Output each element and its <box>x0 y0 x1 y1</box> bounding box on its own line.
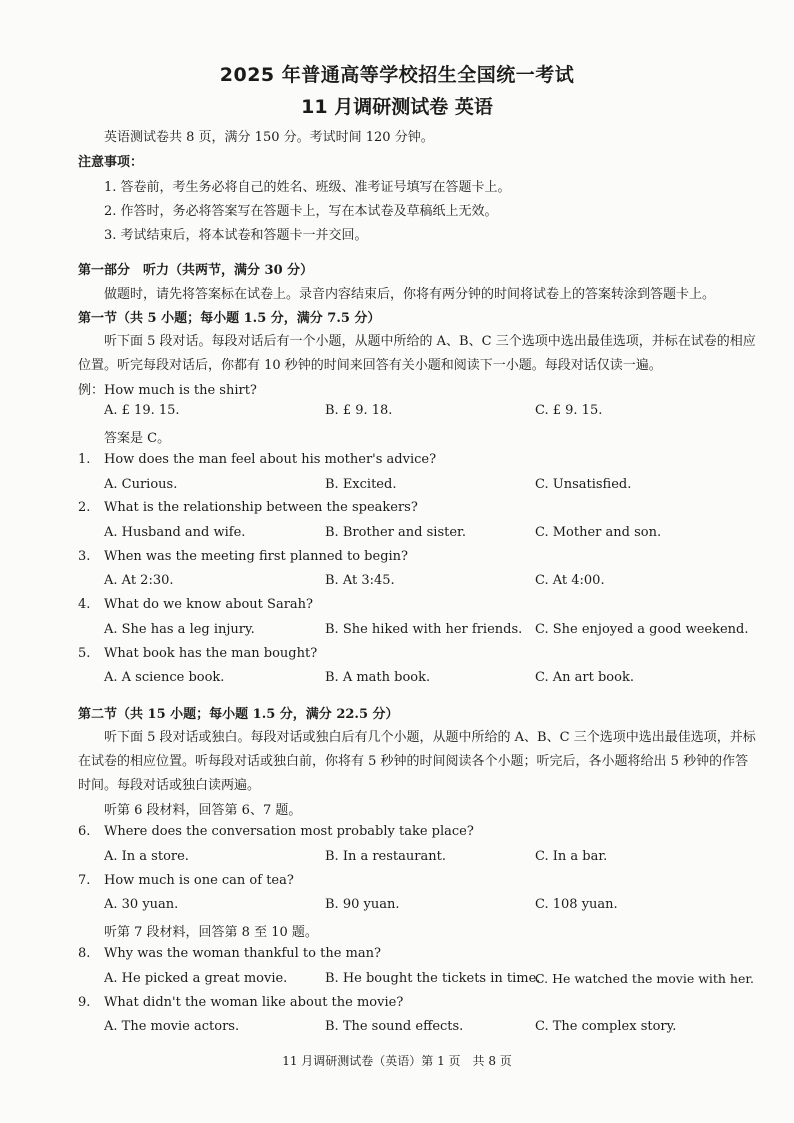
option-a: A. In a store. <box>104 849 189 864</box>
section2-instructions: 听下面 5 段对话或独白。每段对话或独白后有几个小题，从题中所给的 A、B、C 三个选项中选出最佳选项，并标在试卷的相应位置。听每段对话或独白前，你将有 5 秒钟的时间阅读各个小题；听完后，各小题将给出 5 秒钟的作答时间。每段对话或独白读两遍。 <box>78 730 756 793</box>
section1-instructions: 听下面 5 段对话。每段对话后有一个小题，从题中所给的 A、B、C 三个选项中选出最佳选项，并标在试卷的相应位置。听完每段对话后，你都有 10 秒钟的时间来回答有关小题和阅读下一小题。每段对话仅读一遍。 <box>78 334 756 373</box>
question-text: What do we know about Sarah? <box>104 597 314 612</box>
option-c: C. Mother and son. <box>535 525 662 540</box>
option-c: C. 108 yuan. <box>535 897 618 912</box>
option-a: A. At 2:30. <box>104 573 174 588</box>
question-number: 9. <box>78 995 91 1010</box>
option-b: B. Excited. <box>325 477 397 492</box>
option-b: B. A math book. <box>325 670 431 685</box>
option-a: A. The movie actors. <box>104 1019 240 1034</box>
option-a: A. Husband and wife. <box>104 525 246 540</box>
option-b: B. At 3:45. <box>325 573 395 588</box>
exam-intro: 英语测试卷共 8 页，满分 150 分。考试时间 120 分钟。 <box>104 130 434 145</box>
question-number: 8. <box>78 946 91 961</box>
question-text: Why was the woman thankful to the man? <box>104 946 381 961</box>
option-b: B. In a restaurant. <box>325 849 446 864</box>
option-c: C. She enjoyed a good weekend. <box>535 622 749 637</box>
option-c: C. The complex story. <box>535 1019 677 1034</box>
option-a: A. He picked a great movie. <box>104 971 288 986</box>
question-number: 5. <box>78 646 91 661</box>
exam-title: 2025 年普通高等学校招生全国统一考试 <box>219 64 575 86</box>
question-number: 4. <box>78 597 91 612</box>
section1-heading: 第一节（共 5 小题；每小题 1.5 分，满分 7.5 分） <box>78 311 381 326</box>
option-c: C. In a bar. <box>535 849 608 864</box>
example-option-c: C. £ 9. 15. <box>535 403 603 418</box>
question-number: 2. <box>78 500 91 515</box>
option-c: C. At 4:00. <box>535 573 605 588</box>
option-a: A. 30 yuan. <box>104 897 179 912</box>
question-number: 3. <box>78 549 91 564</box>
material-note: 听第 6 段材料，回答第 6、7 题。 <box>104 803 302 818</box>
question-text: Where does the conversation most probably take place? <box>104 824 474 839</box>
option-b: B. 90 yuan. <box>325 897 400 912</box>
exam-subtitle: 11 月调研测试卷 英语 <box>301 96 493 118</box>
example-answer: 答案是 C。 <box>104 431 171 446</box>
page-footer: 11 月调研测试卷（英语）第 1 页 共 8 页 <box>282 1054 512 1068</box>
option-b: B. She hiked with her friends. <box>325 622 523 637</box>
question-number: 7. <box>78 873 91 888</box>
notice-item: 1. 答卷前，考生务必将自己的姓名、班级、准考证号填写在答题卡上。 <box>104 180 511 195</box>
question-text: How much is one can of tea? <box>104 873 294 888</box>
part1-heading: 第一部分 听力（共两节，满分 30 分） <box>78 263 314 278</box>
notice-item: 3. 考试结束后，将本试卷和答题卡一并交回。 <box>104 228 368 243</box>
question-text: When was the meeting first planned to begin? <box>104 549 409 564</box>
example-option-a: A. £ 19. 15. <box>104 403 180 418</box>
question-number: 1. <box>78 452 91 467</box>
material-note: 听第 7 段材料，回答第 8 至 10 题。 <box>104 925 318 940</box>
option-a: A. Curious. <box>104 477 178 492</box>
option-a: A. A science book. <box>104 670 225 685</box>
question-text: How does the man feel about his mother's advice? <box>104 452 437 467</box>
example-option-b: B. £ 9. 18. <box>325 403 393 418</box>
option-a: A. She has a leg injury. <box>104 622 255 637</box>
option-c: C. He watched the movie with her. <box>535 971 754 986</box>
question-number: 6. <box>78 824 91 839</box>
option-b: B. Brother and sister. <box>325 525 466 540</box>
notice-item: 2. 作答时，务必将答案写在答题卡上，写在本试卷及草稿纸上无效。 <box>104 204 498 219</box>
option-b: B. The sound effects. <box>325 1019 464 1034</box>
part1-intro: 做题时，请先将答案标在试卷上。录音内容结束后，你将有两分钟的时间将试卷上的答案转涂到答题卡上。 <box>104 287 716 302</box>
option-c: C. Unsatisfied. <box>535 477 632 492</box>
notice-heading: 注意事项： <box>78 155 144 170</box>
question-text: What book has the man bought? <box>104 646 318 661</box>
question-text: What didn't the woman like about the movie? <box>104 995 404 1010</box>
option-b: B. He bought the tickets in time. <box>325 971 541 986</box>
option-c: C. An art book. <box>535 670 634 685</box>
example-question: 例：How much is the shirt? <box>78 383 257 398</box>
section2-heading: 第二节（共 15 小题；每小题 1.5 分，满分 22.5 分） <box>78 707 399 722</box>
question-text: What is the relationship between the speakers? <box>104 500 418 515</box>
